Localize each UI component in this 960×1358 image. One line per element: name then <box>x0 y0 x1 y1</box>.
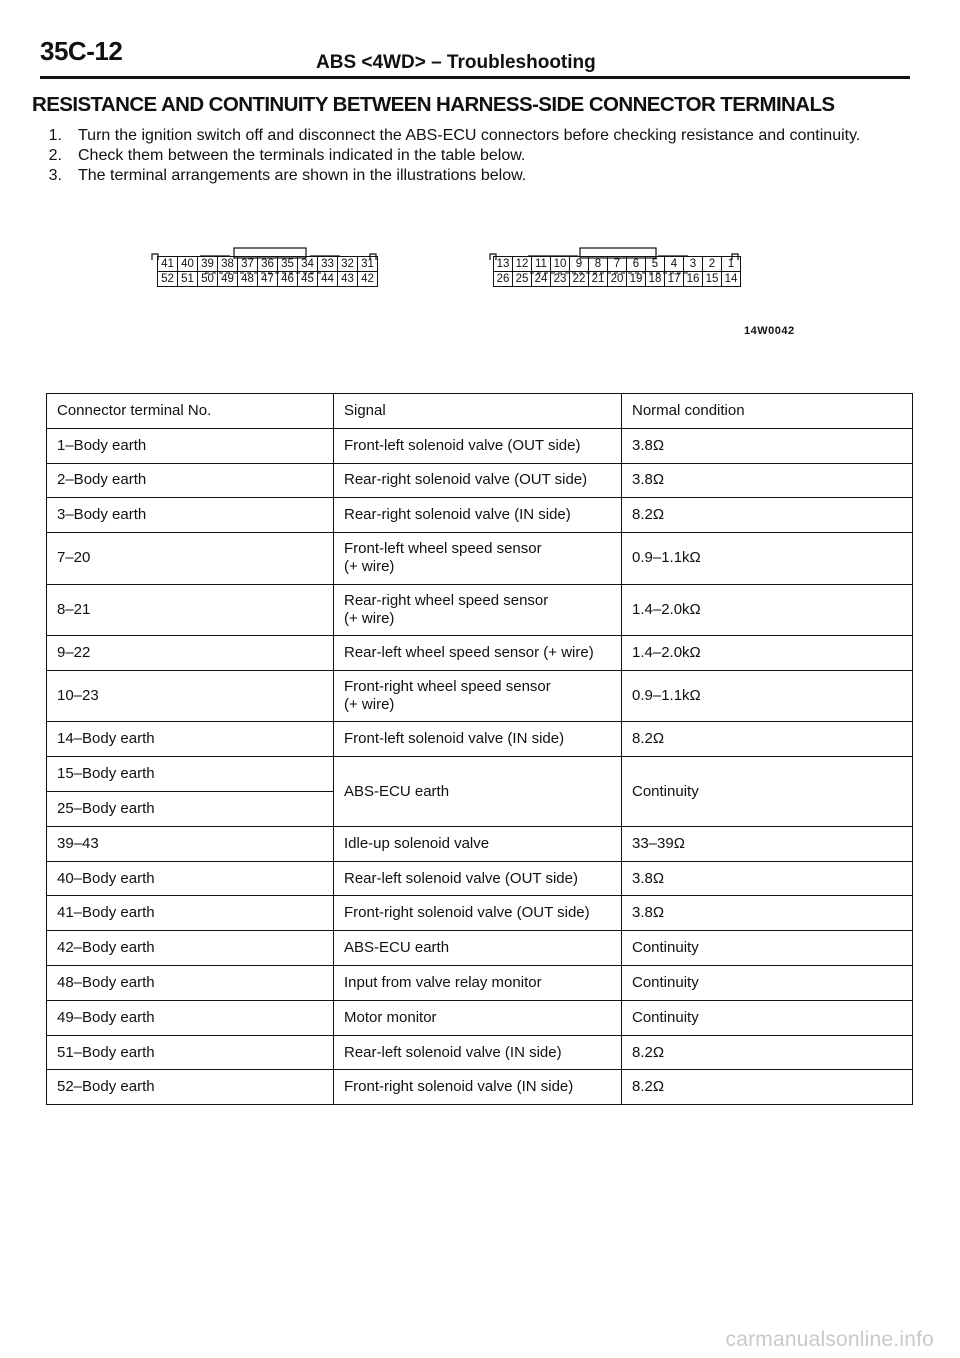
connector-terminal: 49 <box>217 271 238 287</box>
connector-terminal: 8 <box>588 256 608 272</box>
signal-cell: Rear-right solenoid valve (IN side) <box>334 498 622 533</box>
table-row <box>47 1000 913 1035</box>
connector-terminal: 51 <box>177 271 198 287</box>
connector-terminal: 40 <box>177 256 198 272</box>
connector-terminal: 1 <box>721 256 741 272</box>
table-row <box>47 498 913 533</box>
condition-cell: 3.8Ω <box>622 463 913 498</box>
terminal-cell: 40–Body earth <box>47 861 334 896</box>
signal-cell: Rear-left wheel speed sensor (+ wire) <box>334 636 622 671</box>
table-row <box>47 636 913 671</box>
connector-terminal: 47 <box>257 271 278 287</box>
connector-terminal: 50 <box>197 271 218 287</box>
table-row <box>47 722 913 757</box>
connector-terminal: 18 <box>645 271 665 287</box>
connector-terminal: 31 <box>357 256 378 272</box>
resistance-continuity-table <box>46 393 913 1105</box>
signal-cell: Rear-left solenoid valve (IN side) <box>334 1035 622 1070</box>
connector-terminal: 23 <box>550 271 570 287</box>
connector-terminal: 4 <box>664 256 684 272</box>
signal-cell: Input from valve relay monitor <box>334 966 622 1001</box>
terminal-cell: 15–Body earth <box>47 757 334 792</box>
connector-terminal: 3 <box>683 256 703 272</box>
page-title: ABS <4WD> – Troubleshooting <box>316 52 596 73</box>
instruction-step: 2. Check them between the terminals indicated in the table below. <box>48 147 526 164</box>
connector-terminal: 35 <box>277 256 298 272</box>
terminal-cell: 7–20 <box>47 533 334 585</box>
terminal-cell: 39–43 <box>47 826 334 861</box>
connector-terminal: 14 <box>721 271 741 287</box>
connector-terminal: 48 <box>237 271 258 287</box>
table-row <box>47 1070 913 1105</box>
connector-left-diagram <box>150 244 380 298</box>
column-header: Signal <box>334 394 622 429</box>
condition-cell: 33–39Ω <box>622 826 913 861</box>
terminal-cell: 41–Body earth <box>47 896 334 931</box>
connector-terminal: 24 <box>531 271 551 287</box>
table-row <box>47 463 913 498</box>
signal-cell: Front-left solenoid valve (OUT side) <box>334 428 622 463</box>
terminal-cell: 3–Body earth <box>47 498 334 533</box>
terminal-cell: 42–Body earth <box>47 931 334 966</box>
connector-terminal: 22 <box>569 271 589 287</box>
connector-terminal: 16 <box>683 271 703 287</box>
condition-cell: 8.2Ω <box>622 722 913 757</box>
connector-terminal: 21 <box>588 271 608 287</box>
connector-terminal: 10 <box>550 256 570 272</box>
connector-terminal: 12 <box>512 256 532 272</box>
signal-cell: Motor monitor <box>334 1000 622 1035</box>
table-row <box>47 533 913 585</box>
terminal-cell: 49–Body earth <box>47 1000 334 1035</box>
connector-left-terminals <box>158 257 378 287</box>
connector-terminal: 42 <box>357 271 378 287</box>
signal-cell: Rear-right wheel speed sensor (+ wire) <box>334 584 622 636</box>
connector-terminal: 6 <box>626 256 646 272</box>
table-body <box>47 394 913 1105</box>
table-row <box>47 861 913 896</box>
condition-cell: 0.9–1.1kΩ <box>622 533 913 585</box>
page-number: 35C-12 <box>40 36 123 66</box>
signal-cell: ABS-ECU earth <box>334 931 622 966</box>
table-row <box>47 966 913 1001</box>
instruction-step: 1. Turn the ignition switch off and disconnect the ABS-ECU connectors before checking resistance and continuity. <box>48 127 861 144</box>
connector-terminal: 7 <box>607 256 627 272</box>
connector-terminal: 36 <box>257 256 278 272</box>
signal-cell: Front-left solenoid valve (IN side) <box>334 722 622 757</box>
connector-terminal: 20 <box>607 271 627 287</box>
connector-terminal: 38 <box>217 256 238 272</box>
table-row <box>47 826 913 861</box>
condition-cell: 3.8Ω <box>622 861 913 896</box>
condition-cell: 3.8Ω <box>622 428 913 463</box>
condition-cell: 8.2Ω <box>622 1035 913 1070</box>
connector-terminal: 39 <box>197 256 218 272</box>
table-row <box>47 896 913 931</box>
connector-terminal: 33 <box>317 256 338 272</box>
connector-terminal: 19 <box>626 271 646 287</box>
table-row <box>47 428 913 463</box>
table-row <box>47 757 913 792</box>
condition-cell: 3.8Ω <box>622 896 913 931</box>
figure-id: 14W0042 <box>744 325 795 337</box>
signal-cell: Rear-right solenoid valve (OUT side) <box>334 463 622 498</box>
condition-cell: 0.9–1.1kΩ <box>622 670 913 722</box>
connector-terminal: 44 <box>317 271 338 287</box>
terminal-cell: 9–22 <box>47 636 334 671</box>
table-row <box>47 584 913 636</box>
page-header <box>40 36 910 79</box>
signal-cell: Front-right wheel speed sensor (+ wire) <box>334 670 622 722</box>
connector-terminal: 17 <box>664 271 684 287</box>
connector-right-diagram <box>488 244 758 298</box>
connector-terminal: 45 <box>297 271 318 287</box>
signal-cell: Front-left wheel speed sensor (+ wire) <box>334 533 622 585</box>
terminal-cell: 52–Body earth <box>47 1070 334 1105</box>
terminal-cell: 14–Body earth <box>47 722 334 757</box>
terminal-cell: 48–Body earth <box>47 966 334 1001</box>
condition-cell: Continuity <box>622 1000 913 1035</box>
connector-terminal: 13 <box>493 256 513 272</box>
connector-terminal: 52 <box>157 271 178 287</box>
connector-terminal: 34 <box>297 256 318 272</box>
connector-terminal: 9 <box>569 256 589 272</box>
signal-cell: ABS-ECU earth <box>334 757 622 827</box>
connector-terminal: 11 <box>531 256 551 272</box>
table-header-row <box>47 394 913 429</box>
table-row <box>47 670 913 722</box>
terminal-cell: 8–21 <box>47 584 334 636</box>
condition-cell: 1.4–2.0kΩ <box>622 636 913 671</box>
terminal-cell: 10–23 <box>47 670 334 722</box>
terminal-cell: 1–Body earth <box>47 428 334 463</box>
instruction-step: 3. The terminal arrangements are shown in the illustrations below. <box>48 167 527 184</box>
condition-cell: Continuity <box>622 931 913 966</box>
condition-cell: Continuity <box>622 966 913 1001</box>
condition-cell: Continuity <box>622 757 913 827</box>
table-row <box>47 931 913 966</box>
watermark: carmanualsonline.info <box>725 1328 934 1351</box>
connector-terminal: 15 <box>702 271 722 287</box>
connector-terminal: 46 <box>277 271 298 287</box>
table-row <box>47 1035 913 1070</box>
connector-terminal: 26 <box>493 271 513 287</box>
instruction-list <box>32 126 912 186</box>
condition-cell: 8.2Ω <box>622 498 913 533</box>
signal-cell: Idle-up solenoid valve <box>334 826 622 861</box>
connector-terminal: 32 <box>337 256 358 272</box>
connector-terminal: 5 <box>645 256 665 272</box>
signal-cell: Rear-left solenoid valve (OUT side) <box>334 861 622 896</box>
connector-right-terminals <box>494 257 741 287</box>
terminal-cell: 25–Body earth <box>47 792 334 827</box>
condition-cell: 1.4–2.0kΩ <box>622 584 913 636</box>
signal-cell: Front-right solenoid valve (IN side) <box>334 1070 622 1105</box>
section-title: RESISTANCE AND CONTINUITY BETWEEN HARNESS-SIDE CONNECTOR TERMINALS <box>32 93 835 116</box>
connector-terminal: 25 <box>512 271 532 287</box>
connector-terminal: 41 <box>157 256 178 272</box>
terminal-cell: 2–Body earth <box>47 463 334 498</box>
connector-terminal: 37 <box>237 256 258 272</box>
signal-cell: Front-right solenoid valve (OUT side) <box>334 896 622 931</box>
terminal-cell: 51–Body earth <box>47 1035 334 1070</box>
column-header: Connector terminal No. <box>47 394 334 429</box>
condition-cell: 8.2Ω <box>622 1070 913 1105</box>
connector-terminal: 43 <box>337 271 358 287</box>
connector-terminal: 2 <box>702 256 722 272</box>
column-header: Normal condition <box>622 394 913 429</box>
